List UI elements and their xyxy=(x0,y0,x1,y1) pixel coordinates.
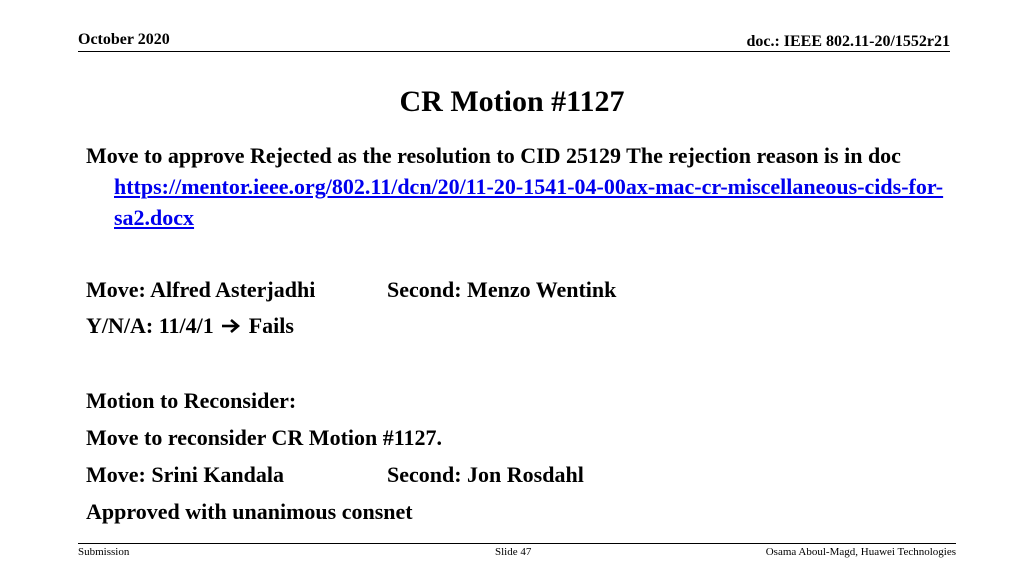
motion-seconder: Second: Menzo Wentink xyxy=(387,277,617,302)
footer-submission: Submission xyxy=(78,546,130,558)
motion-mover: Move: Alfred Asterjadhi xyxy=(86,277,316,302)
motion-paragraph xyxy=(86,140,954,233)
reconsider-text: Move to reconsider CR Motion #1127. xyxy=(86,425,443,450)
reconsider-result: Approved with unanimous consnet xyxy=(86,499,413,524)
motion-text: Move to approve Rejected as the resolution to CID 25129 The rejection reason is in doc xyxy=(86,143,901,168)
footer-rule xyxy=(78,543,956,544)
vote-result: Fails xyxy=(248,313,294,338)
motion-vote-line xyxy=(86,313,294,339)
header-doc-id: doc.: IEEE 802.11-20/1552r21 xyxy=(746,33,950,50)
reconsider-seconder: Second: Jon Rosdahl xyxy=(387,462,584,487)
vote-count: Y/N/A: 11/4/1 xyxy=(86,313,214,338)
footer-author: Osama Aboul-Magd, Huawei Technologies xyxy=(765,546,956,558)
right-arrow-icon xyxy=(221,313,241,339)
document-link[interactable]: https://mentor.ieee.org/802.11/dcn/20/11-20-1541-04-00ax-mac-cr-miscellaneous-cids-for-sa2.docx xyxy=(114,174,944,230)
reconsider-mover: Move: Srini Kandala xyxy=(86,462,285,487)
slide-title: CR Motion #1127 xyxy=(399,85,625,118)
footer-slide-number: Slide 47 xyxy=(495,546,532,558)
header-date: October 2020 xyxy=(78,31,170,48)
header-rule xyxy=(78,51,950,52)
reconsider-heading: Motion to Reconsider: xyxy=(86,388,297,413)
